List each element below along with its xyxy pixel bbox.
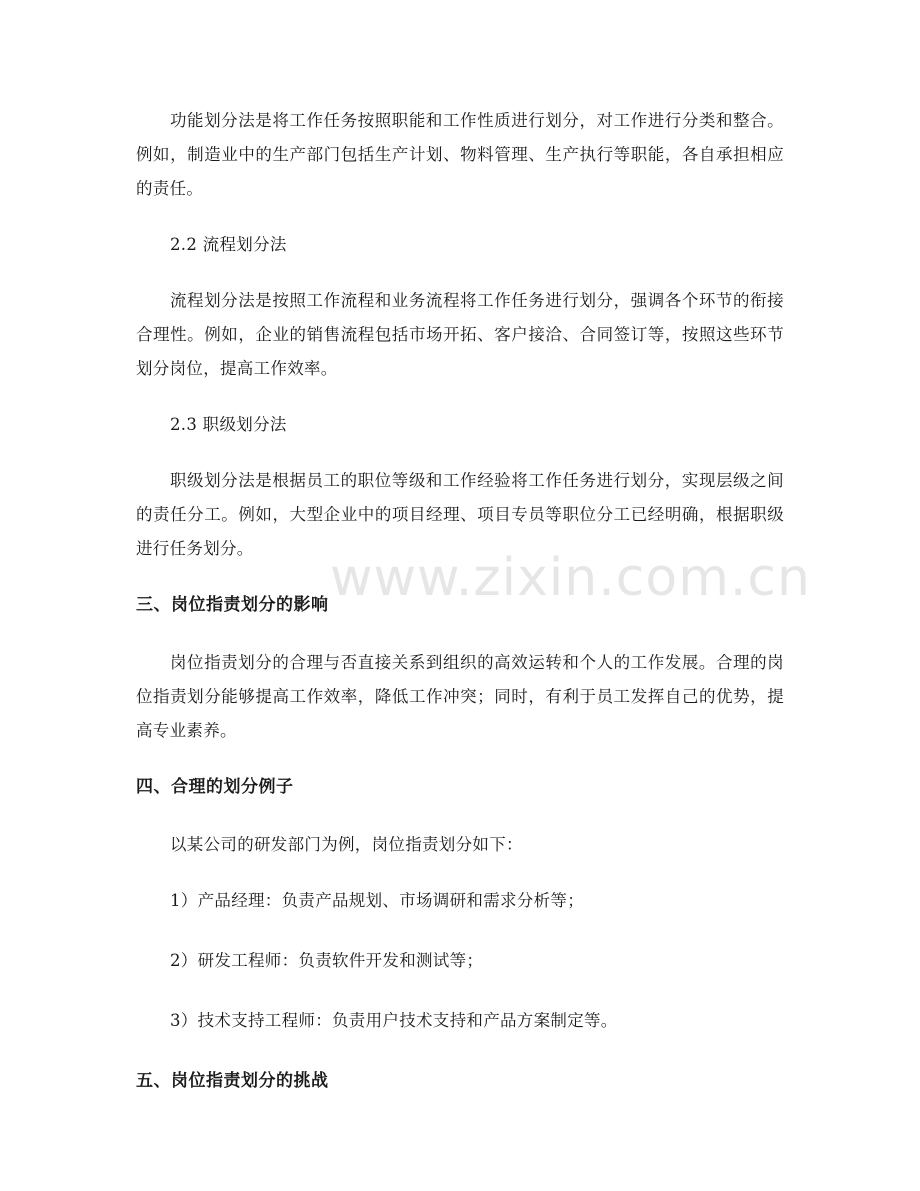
heading-section-5: 五、岗位指责划分的挑战 xyxy=(136,1071,329,1091)
heading-section-3: 三、岗位指责划分的影响 xyxy=(136,595,329,615)
heading-section-4: 四、合理的划分例子 xyxy=(136,777,294,797)
subheading-process-division: 2.2 流程划分法 xyxy=(170,235,287,254)
paragraph-rank-division: 职级划分法是根据员工的职位等级和工作经验将工作任务进行划分，实现层级之间的责任分工。例如，大型企业中的项目经理、项目专员等职位分工已经明确，根据职级进行任务划分。 xyxy=(136,471,784,558)
paragraph-process-division: 流程划分法是按照工作流程和业务流程将工作任务进行划分，强调各个环节的衔接合理性。例如，企业的销售流程包括市场开拓、客户接洽、合同签订等，按照这些环节划分岗位，提高工作效率。 xyxy=(136,291,784,378)
document-body xyxy=(136,104,784,1122)
list-item: 2）研发工程师：负责软件开发和测试等； xyxy=(170,951,484,970)
list-item: 3）技术支持工程师：负责用户技术支持和产品方案制定等。 xyxy=(170,1011,618,1030)
watermark: www.zixin.com.cn xyxy=(330,548,811,608)
list-item: 1）产品经理：负责产品规划、市场调研和需求分析等； xyxy=(170,891,584,910)
paragraph-functional-division: 功能划分法是将工作任务按照职能和工作性质进行划分，对工作进行分类和整合。例如，制造业中的生产部门包括生产计划、物料管理、生产执行等职能，各自承担相应的责任。 xyxy=(136,111,784,198)
paragraph-example-intro: 以某公司的研发部门为例，岗位指责划分如下： xyxy=(170,835,523,854)
subheading-rank-division: 2.3 职级划分法 xyxy=(170,415,287,434)
paragraph-impact: 岗位指责划分的合理与否直接关系到组织的高效运转和个人的工作发展。合理的岗位指责划分能够提高工作效率，降低工作冲突；同时，有利于员工发挥自己的优势，提高专业素养。 xyxy=(136,653,784,740)
